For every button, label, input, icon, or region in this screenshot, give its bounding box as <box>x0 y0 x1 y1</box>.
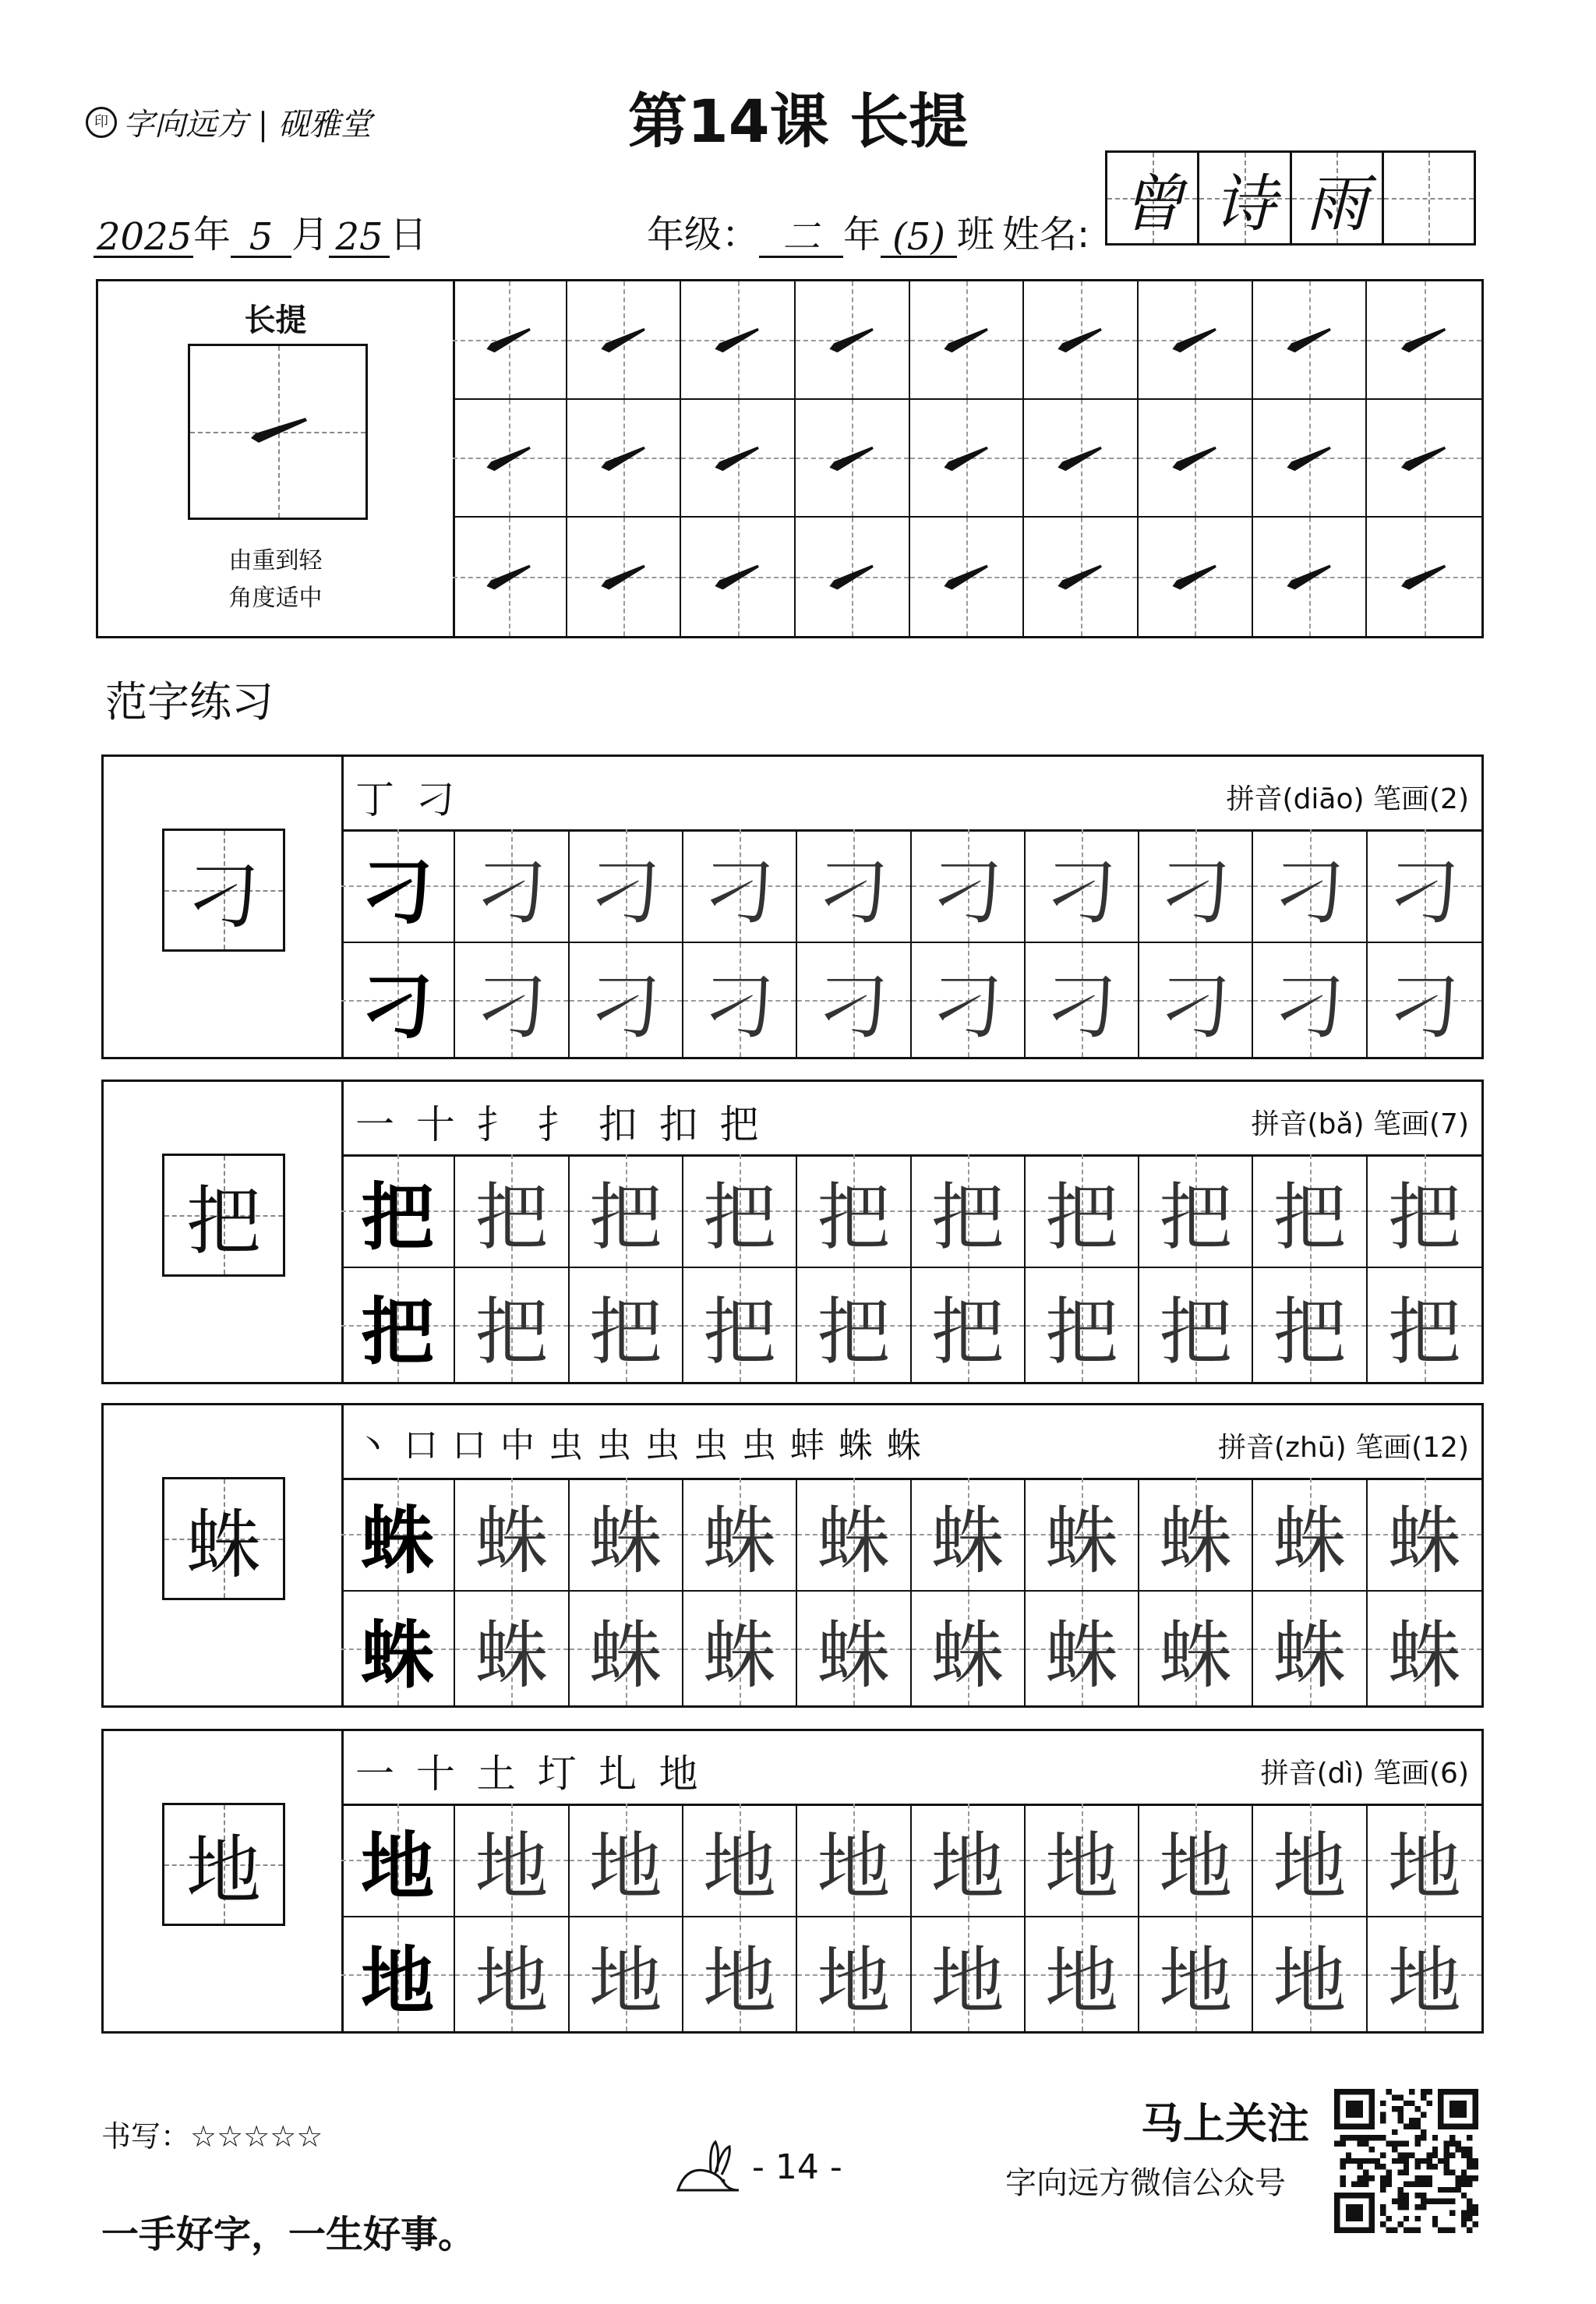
char-block-4 <box>101 1729 1484 2034</box>
practice-cell <box>341 943 455 1057</box>
practice-cell <box>570 1478 683 1592</box>
rabbit-icon <box>670 2136 744 2198</box>
practice-char: 蛛 <box>1159 1613 1233 1698</box>
date-day: 25 <box>329 218 390 258</box>
practice-cell <box>341 829 455 943</box>
stroke-cell <box>1139 518 1253 636</box>
practice-cell <box>1026 1917 1139 2031</box>
practice-char: 刁 <box>1387 850 1461 935</box>
practice-cell <box>341 1592 455 1705</box>
practice-char: 蛛 <box>1387 1498 1461 1584</box>
lesson-title: 第14课 长提 <box>627 87 969 156</box>
date-month-suffix: 月 <box>291 213 330 256</box>
name-char: 曾 <box>1121 167 1184 240</box>
page-number-area <box>670 2136 842 2198</box>
stroke-cell <box>1367 518 1481 636</box>
practice-cell <box>1368 1804 1481 1917</box>
rising-stroke-icon <box>453 400 566 517</box>
practice-char: 刁 <box>703 850 777 935</box>
practice-cell <box>1139 1154 1253 1268</box>
practice-cell <box>683 1268 797 1382</box>
rising-stroke-icon <box>910 400 1023 517</box>
practice-cell <box>341 1154 455 1268</box>
practice-cell <box>570 829 683 943</box>
class-suffix: 班 <box>957 213 995 256</box>
model-char-text: 把 <box>186 1177 261 1265</box>
practice-cell <box>797 1154 911 1268</box>
stroke-cell <box>910 400 1025 518</box>
stroke-cell <box>1024 400 1139 518</box>
qr-code-graphic <box>1334 2089 1478 2233</box>
stroke-cell <box>567 281 682 400</box>
stroke-note <box>98 542 453 617</box>
rising-stroke-icon <box>1253 281 1366 398</box>
practice-char: 把 <box>1273 1289 1347 1375</box>
practice-char: 刁 <box>475 850 549 935</box>
model-char-text: 刁 <box>186 852 261 940</box>
long-rising-stroke-icon <box>190 346 365 518</box>
practice-char: 蛛 <box>817 1498 891 1584</box>
practice-char: 把 <box>1273 1175 1347 1260</box>
practice-cell <box>1253 1268 1367 1382</box>
stroke-order: 一 十 土 圢 圠 地 <box>355 1751 703 1797</box>
practice-cell <box>570 1917 683 2031</box>
practice-char: 刁 <box>1159 964 1233 1050</box>
char-block-3 <box>101 1403 1484 1708</box>
stroke-cell <box>1139 400 1253 518</box>
practice-char: 蛛 <box>1387 1613 1461 1698</box>
practice-char: 刁 <box>1387 964 1461 1050</box>
rising-stroke-icon <box>453 281 566 398</box>
practice-char: 地 <box>1273 1824 1347 1910</box>
practice-cell <box>455 1478 569 1592</box>
rising-stroke-icon <box>1024 400 1137 517</box>
grade-suffix: 年 <box>843 213 881 256</box>
model-char-panel <box>104 1082 344 1382</box>
practice-cell <box>683 1917 797 2031</box>
practice-cell <box>797 1478 911 1592</box>
practice-cell <box>455 1917 569 2031</box>
stroke-note-line1: 由重到轻 <box>228 547 323 574</box>
practice-cell <box>1368 1917 1481 2031</box>
practice-cell <box>1026 1478 1139 1592</box>
practice-cell <box>341 1917 455 2031</box>
practice-grid <box>341 829 1481 1057</box>
practice-char: 刁 <box>588 850 662 935</box>
practice-char: 蛛 <box>1044 1498 1118 1584</box>
rising-stroke-icon <box>910 281 1023 398</box>
stroke-cell <box>796 281 910 400</box>
rising-stroke-icon <box>796 400 909 517</box>
stroke-cell <box>1367 281 1481 400</box>
practice-cell <box>683 1154 797 1268</box>
practice-char: 把 <box>703 1175 777 1260</box>
practice-char: 把 <box>1044 1175 1118 1260</box>
logo-text: 字向远方 | 砚雅堂 <box>123 107 372 143</box>
practice-char: 刁 <box>817 850 891 935</box>
practice-cell <box>1253 1592 1367 1705</box>
practice-char: 刁 <box>1044 850 1118 935</box>
practice-char: 刁 <box>475 964 549 1050</box>
grade-line <box>647 204 1089 258</box>
stroke-cell <box>1367 400 1481 518</box>
stroke-order: 丶 口 口 中 虫 虫 虫 虫 虫 蚌 蛛 蛛 <box>355 1426 923 1465</box>
practice-char: 把 <box>930 1175 1005 1260</box>
practice-char: 蛛 <box>1273 1498 1347 1584</box>
practice-cell <box>912 1804 1026 1917</box>
practice-cell <box>1368 1478 1481 1592</box>
practice-char: 蛛 <box>588 1498 662 1584</box>
rising-stroke-icon <box>681 281 794 398</box>
practice-char: 地 <box>817 1824 891 1910</box>
model-char <box>162 829 285 952</box>
practice-char: 蛛 <box>703 1498 777 1584</box>
stroke-order: 一 十 扌 扌 扣 扣 把 <box>355 1102 764 1147</box>
practice-char: 刁 <box>1159 850 1233 935</box>
rising-stroke-icon <box>567 281 680 398</box>
rising-stroke-icon <box>1024 281 1137 398</box>
practice-cell <box>455 1154 569 1268</box>
name-char: 诗 <box>1213 167 1276 240</box>
grade-label: 年级： <box>647 213 760 256</box>
model-char-text: 蛛 <box>186 1500 261 1588</box>
stroke-cell <box>453 400 567 518</box>
practice-char: 地 <box>1159 1938 1233 2024</box>
rising-stroke-icon <box>567 518 680 636</box>
follow-title: 马上关注 <box>1141 2099 1309 2148</box>
practice-cell <box>1139 943 1253 1057</box>
date-year-suffix: 年 <box>193 213 231 256</box>
practice-char: 把 <box>1387 1175 1461 1260</box>
practice-char: 地 <box>1044 1824 1118 1910</box>
practice-cell <box>1253 943 1367 1057</box>
practice-cell <box>1026 829 1139 943</box>
practice-cell <box>797 1917 911 2031</box>
practice-cell <box>797 943 911 1057</box>
practice-cell <box>570 1154 683 1268</box>
stroke-cell <box>1139 281 1253 400</box>
name-char: 雨 <box>1305 167 1368 240</box>
stroke-writing-grid <box>453 281 1481 636</box>
rising-stroke-icon <box>453 518 566 636</box>
rising-stroke-icon <box>681 400 794 517</box>
grade-value: 二 <box>759 218 843 258</box>
stroke-cell <box>1253 518 1368 636</box>
stroke-demo-panel <box>98 281 455 636</box>
char-header <box>341 757 1481 832</box>
practice-char: 地 <box>1387 1938 1461 2024</box>
stroke-cell <box>681 281 796 400</box>
practice-cell <box>1139 1478 1253 1592</box>
practice-char: 地 <box>930 1824 1005 1910</box>
rising-stroke-icon <box>1367 518 1481 636</box>
stroke-name: 长提 <box>244 302 307 338</box>
model-char <box>162 1477 285 1600</box>
practice-cell <box>1139 1592 1253 1705</box>
model-char-text: 地 <box>186 1826 261 1914</box>
practice-char: 蛛 <box>703 1613 777 1698</box>
practice-char: 蛛 <box>930 1613 1005 1698</box>
practice-cell <box>912 829 1026 943</box>
stroke-cell <box>910 518 1025 636</box>
practice-char: 把 <box>1044 1289 1118 1375</box>
practice-cell <box>341 1804 455 1917</box>
rising-stroke-icon <box>1367 281 1481 398</box>
practice-char: 把 <box>817 1175 891 1260</box>
practice-char: 刁 <box>817 964 891 1050</box>
practice-char: 刁 <box>1273 850 1347 935</box>
practice-cell <box>1368 1592 1481 1705</box>
practice-char: 刁 <box>1273 964 1347 1050</box>
practice-char: 把 <box>817 1289 891 1375</box>
logo-seal-icon: 印 <box>86 107 117 138</box>
model-char <box>162 1803 285 1926</box>
practice-cell <box>341 1478 455 1592</box>
practice-char: 刁 <box>361 963 435 1050</box>
practice-cell <box>1026 1592 1139 1705</box>
stroke-cell <box>567 400 682 518</box>
stroke-cell <box>681 518 796 636</box>
practice-cell <box>1026 1154 1139 1268</box>
practice-cell <box>683 943 797 1057</box>
practice-char: 把 <box>1159 1175 1233 1260</box>
model-char-panel <box>104 1731 344 2031</box>
practice-char: 地 <box>1159 1824 1233 1910</box>
practice-cell <box>1139 1917 1253 2031</box>
practice-cell <box>912 1268 1026 1382</box>
practice-cell <box>912 1917 1026 2031</box>
pinyin-strokes: 拼音(diāo) 笔画(2) <box>1226 783 1469 815</box>
practice-char: 蛛 <box>1044 1613 1118 1698</box>
practice-cell <box>912 1592 1026 1705</box>
practice-char: 把 <box>588 1175 662 1260</box>
practice-char: 蛛 <box>1273 1613 1347 1698</box>
practice-char: 蛛 <box>1159 1498 1233 1584</box>
rating-label: 书写： <box>101 2119 191 2154</box>
practice-cell <box>683 1478 797 1592</box>
stroke-order: 丁 刁 <box>355 777 460 822</box>
practice-char: 刁 <box>930 850 1005 935</box>
practice-char: 蛛 <box>361 1612 435 1698</box>
practice-cell <box>797 1592 911 1705</box>
practice-cell <box>570 1592 683 1705</box>
stroke-cell <box>796 518 910 636</box>
practice-char: 刁 <box>588 964 662 1050</box>
practice-char: 地 <box>588 1824 662 1910</box>
practice-char: 地 <box>703 1824 777 1910</box>
practice-cell <box>1026 943 1139 1057</box>
motto: 一手好字，一生好事。 <box>101 2213 476 2256</box>
stroke-cell <box>1253 400 1368 518</box>
practice-char: 把 <box>1159 1289 1233 1375</box>
qr-code-icon <box>1334 2089 1478 2233</box>
pinyin-strokes: 拼音(zhū) 笔画(12) <box>1218 1432 1469 1464</box>
practice-char: 刁 <box>1044 964 1118 1050</box>
practice-cell <box>1368 1154 1481 1268</box>
rising-stroke-icon <box>1024 518 1137 636</box>
practice-char: 刁 <box>930 964 1005 1050</box>
date-year: 2025 <box>94 218 193 258</box>
practice-cell <box>1139 1804 1253 1917</box>
practice-char: 把 <box>361 1288 435 1375</box>
practice-cell <box>455 943 569 1057</box>
practice-char: 蛛 <box>930 1498 1005 1584</box>
practice-char: 刁 <box>703 964 777 1050</box>
name-label: 姓名: <box>1002 213 1090 256</box>
model-char <box>162 1154 285 1277</box>
practice-cell <box>1026 1804 1139 1917</box>
practice-cell <box>1139 829 1253 943</box>
page-number: - 14 - <box>752 2147 842 2187</box>
practice-char: 把 <box>1387 1289 1461 1375</box>
practice-cell <box>1368 943 1481 1057</box>
stroke-demo-grid <box>188 344 368 520</box>
rising-stroke-icon <box>681 518 794 636</box>
name-cell <box>1107 153 1199 243</box>
stroke-practice-box <box>96 279 1484 638</box>
class-value: (5) <box>881 218 957 258</box>
stroke-cell <box>1024 281 1139 400</box>
char-header <box>341 1082 1481 1157</box>
practice-char: 地 <box>1387 1824 1461 1910</box>
practice-char: 地 <box>1044 1938 1118 2024</box>
practice-cell <box>1253 1917 1367 2031</box>
practice-char: 蛛 <box>817 1613 891 1698</box>
rising-stroke-icon <box>910 518 1023 636</box>
practice-cell <box>1026 1268 1139 1382</box>
practice-cell <box>1368 1268 1481 1382</box>
practice-cell <box>1253 829 1367 943</box>
practice-cell <box>1253 1478 1367 1592</box>
practice-cell <box>797 829 911 943</box>
name-cell <box>1384 153 1474 243</box>
date-line <box>94 204 427 258</box>
practice-char: 把 <box>588 1289 662 1375</box>
name-box <box>1105 150 1476 246</box>
model-char-panel <box>104 757 344 1057</box>
practice-char: 把 <box>703 1289 777 1375</box>
practice-cell <box>1139 1268 1253 1382</box>
practice-char: 把 <box>475 1289 549 1375</box>
pinyin-strokes: 拼音(dì) 笔画(6) <box>1260 1758 1469 1790</box>
section-title: 范字练习 <box>105 677 274 726</box>
practice-char: 地 <box>817 1938 891 2024</box>
practice-cell <box>341 1268 455 1382</box>
practice-cell <box>683 829 797 943</box>
practice-grid <box>341 1154 1481 1382</box>
rising-stroke-icon <box>1139 281 1252 398</box>
stroke-cell <box>453 281 567 400</box>
practice-char: 地 <box>930 1938 1005 2024</box>
char-block-1 <box>101 754 1484 1059</box>
practice-char: 地 <box>588 1938 662 2024</box>
practice-grid <box>341 1804 1481 2031</box>
practice-cell <box>455 1268 569 1382</box>
practice-cell <box>570 943 683 1057</box>
pinyin-strokes: 拼音(bǎ) 笔画(7) <box>1251 1108 1469 1140</box>
model-char-panel <box>104 1405 344 1705</box>
practice-char: 蛛 <box>475 1498 549 1584</box>
practice-cell <box>912 943 1026 1057</box>
practice-cell <box>570 1804 683 1917</box>
practice-cell <box>1253 1154 1367 1268</box>
date-day-suffix: 日 <box>390 213 428 256</box>
practice-char: 把 <box>361 1174 435 1260</box>
practice-char: 地 <box>1273 1938 1347 2024</box>
stroke-cell <box>910 281 1025 400</box>
practice-cell <box>1253 1804 1367 1917</box>
rating <box>101 2112 323 2155</box>
rising-stroke-icon <box>567 400 680 517</box>
rising-stroke-icon <box>796 281 909 398</box>
rising-stroke-icon <box>1367 400 1481 517</box>
practice-char: 地 <box>361 1823 435 1910</box>
stroke-note-line2: 角度适中 <box>228 585 323 612</box>
rising-stroke-icon <box>1253 400 1366 517</box>
name-cell <box>1199 153 1291 243</box>
rising-stroke-icon <box>1139 400 1252 517</box>
rising-stroke-icon <box>1139 518 1252 636</box>
practice-char: 把 <box>475 1175 549 1260</box>
practice-char: 地 <box>475 1824 549 1910</box>
practice-cell <box>912 1478 1026 1592</box>
practice-char: 蛛 <box>361 1497 435 1584</box>
practice-char: 蛛 <box>475 1613 549 1698</box>
name-cell <box>1292 153 1384 243</box>
practice-cell <box>797 1268 911 1382</box>
stroke-cell <box>1253 281 1368 400</box>
char-block-2 <box>101 1080 1484 1384</box>
stroke-cell <box>796 400 910 518</box>
char-header <box>341 1731 1481 1806</box>
follow-subtitle: 字向远方微信公众号 <box>1005 2165 1286 2201</box>
practice-cell <box>455 829 569 943</box>
practice-char: 刁 <box>361 849 435 935</box>
practice-cell <box>683 1592 797 1705</box>
practice-cell <box>1368 829 1481 943</box>
practice-grid <box>341 1478 1481 1705</box>
stroke-cell <box>1024 518 1139 636</box>
stroke-cell <box>681 400 796 518</box>
practice-char: 地 <box>361 1938 435 2024</box>
practice-char: 把 <box>930 1289 1005 1375</box>
stroke-cell <box>567 518 682 636</box>
rising-stroke-icon <box>796 518 909 636</box>
practice-char: 地 <box>703 1938 777 2024</box>
char-header <box>341 1405 1481 1480</box>
stroke-cell <box>453 518 567 636</box>
practice-cell <box>912 1154 1026 1268</box>
practice-cell <box>570 1268 683 1382</box>
practice-cell <box>797 1804 911 1917</box>
practice-cell <box>683 1804 797 1917</box>
practice-cell <box>455 1592 569 1705</box>
follow-prompt <box>1005 2090 1309 2203</box>
practice-char: 地 <box>475 1938 549 2024</box>
practice-cell <box>455 1804 569 1917</box>
rating-stars: ☆☆☆☆☆ <box>190 2119 323 2154</box>
practice-char: 蛛 <box>588 1613 662 1698</box>
date-month: 5 <box>231 218 291 258</box>
rising-stroke-icon <box>1253 518 1366 636</box>
